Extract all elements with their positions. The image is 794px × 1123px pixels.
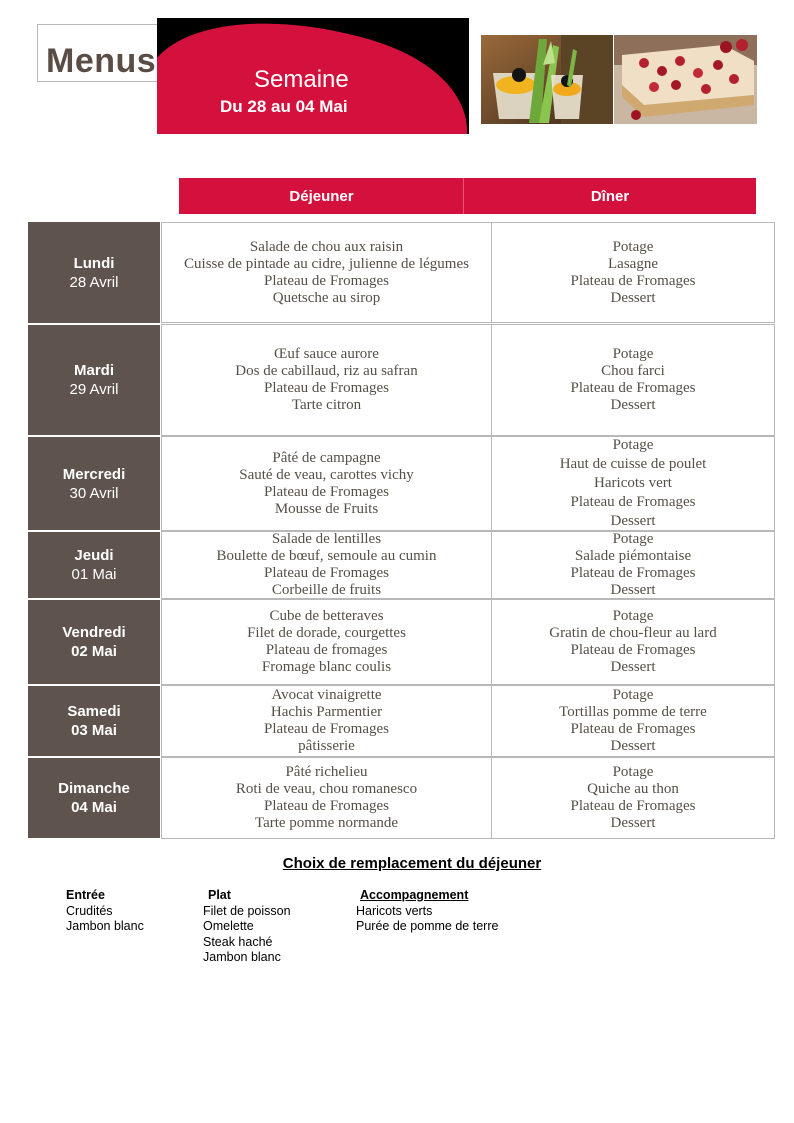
- menu-item: Sauté de veau, carottes vichy: [239, 466, 414, 483]
- menu-item: Plateau de Fromages: [264, 272, 389, 289]
- menu-item: Dessert: [610, 397, 656, 413]
- replacement-entree-label: Entrée: [66, 888, 105, 902]
- menu-item: Quiche au thon: [587, 781, 679, 797]
- menu-item: Plateau de Fromages: [570, 798, 696, 814]
- day-cell-vendredi: [28, 600, 160, 684]
- replacement-item: Jambon blanc: [203, 950, 281, 964]
- day-cell-dimanche: [28, 758, 160, 838]
- day-date: 02 Mai: [71, 643, 117, 660]
- menu-item: Quetsche au sirop: [272, 289, 381, 306]
- menu-item: Hachis Parmentier: [270, 704, 383, 720]
- day-date: 28 Avril: [69, 273, 119, 291]
- dinner-cell-vendredi: [491, 599, 775, 685]
- replacement-item: Steak haché: [203, 934, 273, 949]
- menu-item: Plateau de Fromages: [570, 642, 696, 658]
- week-label: Semaine: [254, 66, 349, 93]
- day-cell-lundi: [28, 222, 160, 323]
- day-name: Mercredi: [62, 465, 126, 483]
- menu-item: Dessert: [610, 289, 656, 306]
- day-date: 01 Mai: [71, 566, 117, 583]
- menu-item: Tortillas pomme de terre: [559, 704, 707, 720]
- menu-item: Chou farci: [601, 363, 665, 379]
- menu-item: Dessert: [610, 513, 656, 529]
- menu-item: Plateau de Fromages: [570, 380, 696, 396]
- day-cell-mercredi: [28, 437, 160, 530]
- replacement-item: Jambon blanc: [66, 919, 144, 933]
- lunch-cell-vendredi: [161, 599, 492, 685]
- replacement-item: Purée de pomme de terre: [356, 919, 499, 933]
- menu-item: Salade de lentilles: [271, 531, 382, 547]
- lunch-cell-samedi: [161, 685, 492, 757]
- menu-item: Plateau de Fromages: [264, 380, 389, 396]
- menu-item: Plateau de Fromages: [264, 565, 389, 581]
- day-cell-mardi: [28, 325, 160, 435]
- page-title: Menus: [46, 42, 157, 80]
- lunch-cell-jeudi: [161, 531, 492, 599]
- lunch-cell-lundi: [161, 222, 492, 323]
- dinner-cell-samedi: [491, 685, 775, 757]
- menu-item: Haricots vert: [594, 475, 672, 491]
- menu-item: Salade piémontaise: [574, 548, 692, 564]
- menu-item: Tarte citron: [291, 397, 362, 413]
- replacement-item: Filet de poisson: [203, 903, 291, 918]
- menu-item: Plateau de fromages: [265, 642, 388, 658]
- menu-item: Pâté de campagne: [272, 449, 381, 466]
- day-name: Mardi: [73, 362, 114, 379]
- dessert-glass-photo: [481, 35, 613, 124]
- menu-item: Cube de betteraves: [269, 608, 384, 624]
- menu-item: Lasagne: [608, 255, 658, 272]
- menu-item: Dessert: [610, 738, 656, 754]
- lunch-cell-mercredi: [161, 436, 492, 531]
- menu-item: Boulette de bœuf, semoule au cumin: [216, 548, 437, 564]
- menu-item: Dessert: [610, 659, 656, 675]
- day-name: Vendredi: [62, 624, 126, 641]
- menu-item: Plateau de Fromages: [264, 798, 389, 814]
- menu-item: Potage: [612, 437, 654, 453]
- menu-item: Potage: [612, 238, 654, 255]
- dinner-cell-mercredi: [491, 436, 775, 531]
- replacement-accompagnement: [356, 888, 498, 935]
- menu-item: Haut de cuisse de poulet: [559, 456, 707, 472]
- menu-item: pâtisserie: [298, 738, 355, 754]
- day-date: 30 Avril: [69, 484, 119, 502]
- replacement-plat: [203, 888, 291, 966]
- menu-item: Potage: [612, 531, 654, 547]
- column-header-dinner: Dîner: [463, 178, 756, 214]
- menu-item: Filet de dorade, courgettes: [247, 625, 406, 641]
- menu-item: Potage: [612, 687, 654, 703]
- menu-item: Œuf sauce aurore: [274, 346, 379, 362]
- menu-item: Salade de chou aux raisin: [249, 238, 404, 255]
- replacement-item: Crudités: [66, 903, 113, 918]
- replacement-entree: [66, 888, 144, 935]
- menu-item: Plateau de Fromages: [264, 483, 389, 500]
- day-date: 04 Mai: [71, 799, 117, 816]
- menu-item: Plateau de Fromages: [570, 565, 696, 581]
- day-cell-jeudi: [28, 532, 160, 598]
- menu-item: Tarte pomme normande: [254, 815, 399, 831]
- dinner-cell-mardi: [491, 324, 775, 436]
- menu-item: Plateau de Fromages: [264, 721, 389, 737]
- menu-item: Cuisse de pintade au cidre, julienne de légumes: [184, 255, 469, 272]
- menu-item: Plateau de Fromages: [570, 494, 696, 510]
- menu-item: Corbeille de fruits: [271, 582, 382, 598]
- menu-item: Potage: [612, 764, 654, 780]
- replacement-item: Omelette: [203, 919, 254, 933]
- lunch-cell-dimanche: [161, 757, 492, 839]
- menu-item: Plateau de Fromages: [570, 272, 696, 289]
- week-dates: Du 28 au 04 Mai: [220, 97, 348, 116]
- replacement-title: Choix de remplacement du déjeuner: [282, 855, 542, 872]
- day-name: Dimanche: [58, 780, 130, 797]
- menu-item: Dessert: [610, 582, 656, 598]
- dinner-cell-jeudi: [491, 531, 775, 599]
- menu-item: Pâté richelieu: [285, 764, 368, 780]
- menu-item: Fromage blanc coulis: [261, 659, 392, 675]
- column-header-lunch: Déjeuner: [179, 178, 464, 214]
- day-cell-samedi: [28, 686, 160, 756]
- replacement-item: Haricots verts: [356, 903, 433, 918]
- day-name: Lundi: [73, 254, 115, 272]
- replacement-plat-label: Plat: [208, 888, 231, 902]
- cherry-clafoutis-photo: [614, 35, 757, 124]
- menu-item: Roti de veau, chou romanesco: [235, 781, 418, 797]
- menu-item: Dessert: [610, 815, 656, 831]
- replacement-accompagnement-label: Accompagnement: [360, 888, 469, 902]
- lunch-cell-mardi: [161, 324, 492, 436]
- menu-item: Avocat vinaigrette: [271, 687, 382, 703]
- day-date: 03 Mai: [71, 722, 117, 739]
- menu-item: Gratin de chou-fleur au lard: [549, 625, 717, 641]
- menu-item: Plateau de Fromages: [570, 721, 696, 737]
- day-name: Jeudi: [74, 547, 114, 564]
- dinner-cell-lundi: [491, 222, 775, 323]
- menu-item: Potage: [612, 346, 654, 362]
- day-name: Samedi: [67, 703, 121, 720]
- menu-item: Potage: [612, 608, 654, 624]
- menu-item: Mousse de Fruits: [274, 500, 379, 517]
- menu-item: Dos de cabillaud, riz au safran: [235, 363, 418, 379]
- dinner-cell-dimanche: [491, 757, 775, 839]
- day-date: 29 Avril: [69, 381, 119, 398]
